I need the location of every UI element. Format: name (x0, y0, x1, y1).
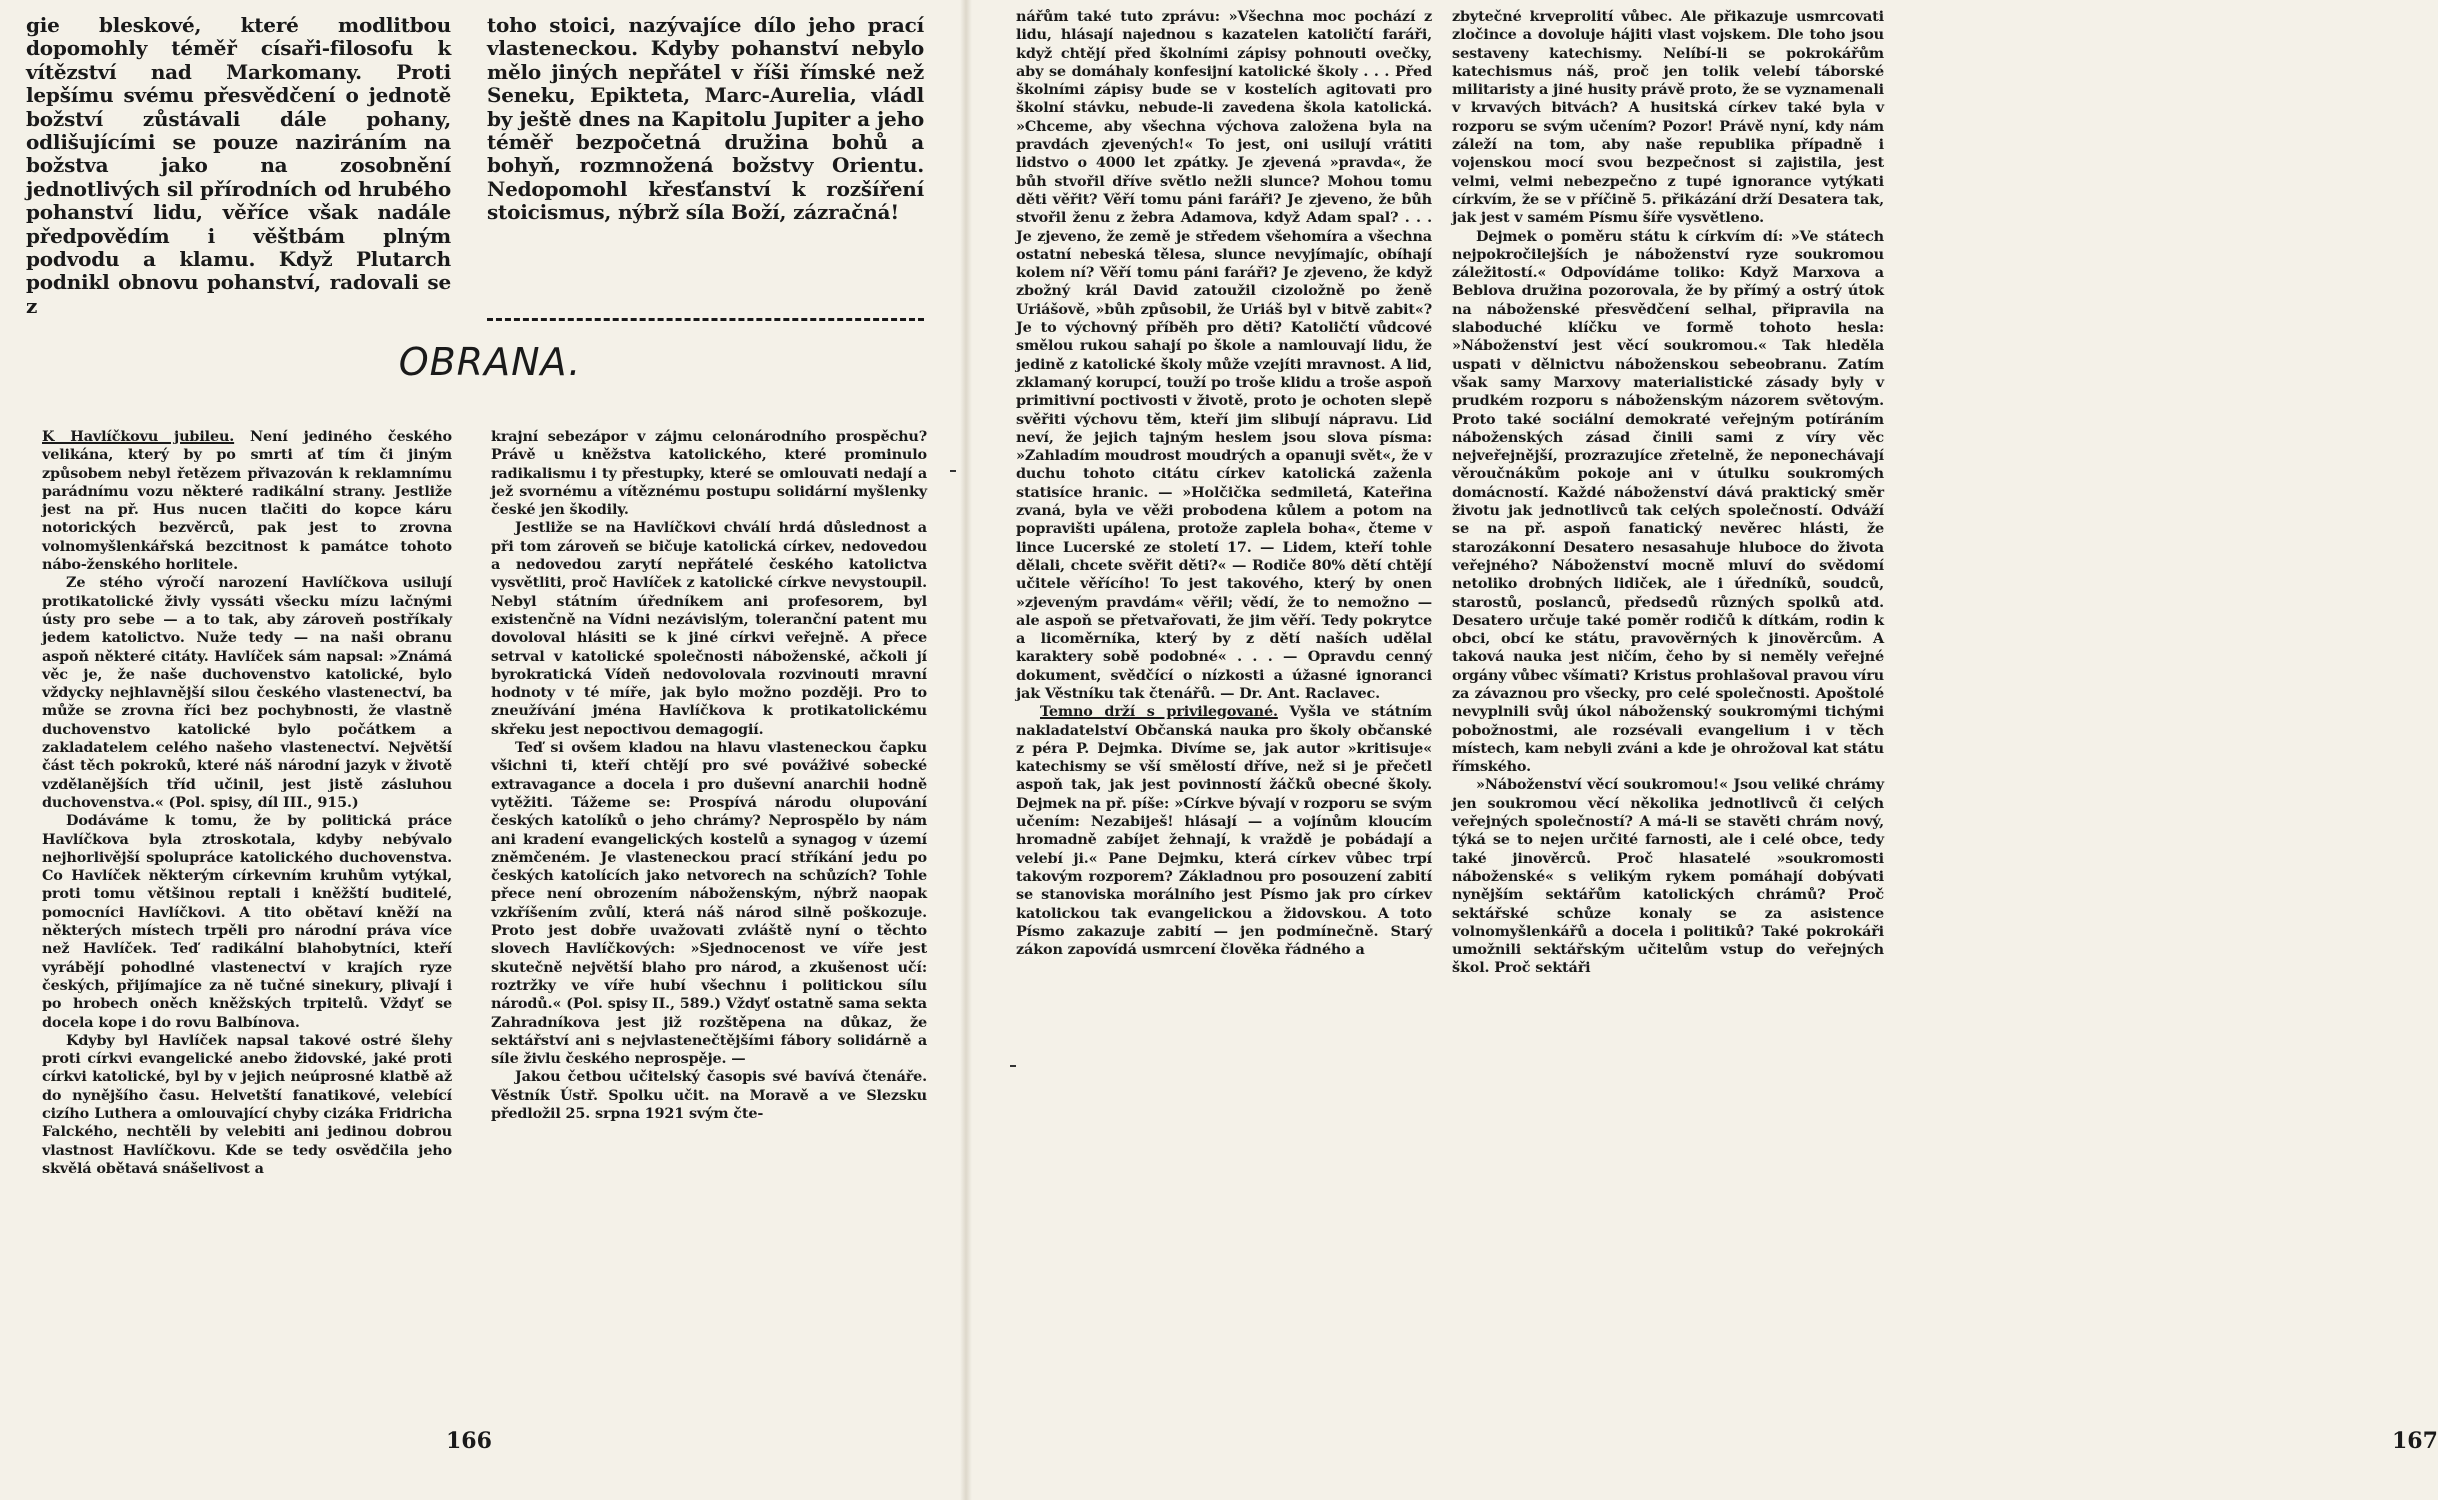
right-page (966, 0, 2438, 1500)
left-top-paragraph-1: gie bleskové, které modlitbou dopomohly téměř císaři-filosofu k vítězství nad Markomany. Proti lepšímu svému přesvědčení o jednotě božství zůstávali dále pohany, odlišujícími se pouze naziráním na božstva jako na zosobnění jednotlivých sil přírodních od hrubého pohanství lidu, věříce však nadále předpovědím i věštbám plným podvodu a klamu. Když Plutarch podnikl obnovu pohanství, radovali se z (26, 13, 451, 318)
article-paragraph: krajní sebezápor v zájmu celonárodního prospěchu? Právě u kněžstva katolického, které prominulo radikalismu i ty přestupky, které se omlouvati nedají a jež svornému a vítěznému postupu solidární myšlenky české jen škodily. (491, 428, 927, 519)
article-paragraph: Teď si ovšem kladou na hlavu vlasteneckou čapku všichni ti, kteří chtějí pro své pováživé sobecké extravagance a docela i pro duševní anarchii hodně vytěžiti. Tážeme se: Prospívá národu olupování českých katolíků o jeho chrámy? Neprospělo by nám ani kradení evangelických kostelů a synagog v území zněmčeném. Je vlasteneckou prací stříkání jedu po českých katolících jako netvorech na schůzích? Tohle přece není obrozením náboženským, nýbrž naopak vzkříšením zvůlí, která náš národ silně poškozuje. Proto jest dobře uvažovati zvláště nyní o těchto slovech Havlíčkových: »Sjednocenost ve víře jest skutečně největší blaho pro národ, a zkušenost učí: roztržky ve víře hubí všechnu i politickou sílu národů.« (Pol. spisy II., 589.) Vždyť ostatně sama sekta Zahradníkova jest již rozštěpena na důkaz, že sektářství ani s nejvlastenečtějšími fábory solidárně a síle živlu českého neprospěje. — (491, 739, 927, 1068)
article-paragraph (1016, 703, 1432, 959)
left-page (0, 0, 966, 1500)
article-paragraph: Jakou četbou učitelský časopis své bavívá čtenáře. Věstník Ústř. Spolku učit. na Moravě a ve Slezsku předložil 25. srpna 1921 svým čte- (491, 1068, 927, 1122)
article-paragraph: »Náboženství věcí soukromou!« Jsou veliké chrámy jen soukromou věcí několika jednotlivců či celých veřejných společností? A má-li se stavěti chrám nový, týká se to nejen určité farnosti, ale i celé obce, tedy také jinověrců. Proč hlasatelé »soukromosti náboženské« s velikým rykem pomáhají dobývati nynějším sektářům katolických chrámů? Proč sektářské schůze konaly se za asistence volnomyšlenkářů a docela i politiků? Také pokrokáři umožnili sektářským učitelům vstup do veřejných škol. Proč sektáři (1452, 776, 1884, 977)
right-column-2 (1452, 8, 1884, 978)
page-number-left: 166 (446, 1428, 492, 1454)
article-paragraph: Ze stého výročí narození Havlíčkova usilují protikatolické živly vyssáti všecku mízu lačnými ústy pro sebe — a to tak, aby zároveň postříkaly jedem katolictvo. Nuže tedy — na naši obranu aspoň některé citáty. Havlíček sám napsal: »Známá věc je, že naše duchovenstvo katolické, bylo vždycky nejhlavnější silou českého vlastenectví, ba může se zrovna říci bez pochybnosti, že vlastně duchovenstvo katolické bylo počátkem a zakladatelem celého našeho vlastenectví. Největší část těch pokroků, které náš národní jazyk v životě vzdělanějších tříd učinil, jest jistě zásluhou duchovenstva.« (Pol. spisy, díl III., 915.) (42, 574, 452, 811)
left-body-column-2 (491, 428, 927, 1123)
article-paragraph: Dejmek o poměru státu k církvím dí: »Ve státech nejpokročilejších je náboženství ryze soukromou záležitostí.« Odpovídáme toliko: Když Marxova a Beblova družina pozorovala, že by přímý a ostrý útok na náboženské přesvědčení selhal, připravila na slaboduché klíčku ve formě tohoto hesla: »Náboženství jest věcí soukromou.« Tak hleděla uspati v dělnictvu náboženskou sebeobranu. Zatím však samy Marxovy materialistické zásady byly v prudkém rozporu s náboženským názorem světovým. Proto také sociální demokraté veřejným potíráním náboženských zásad činili sami z víry věc nejveřejnější, prozrazujíce zřetelně, že neponechávají věroučnákům pokoje ani v útulku soukromých domácností. Každé náboženství dává praktický směr životu jak jednotlivců tak celých společností. Odváží se na př. aspoň fanatický nevěrec hlásti, že starozákonní Desatero nesasahuje hluboce do života veřejného? Náboženství mocně mluví do svědomí netoliko drobných lidiček, ale i úředníků, soudců, starostů, poslanců, předsedů různých spolků atd. Desatero určuje také poměr rodičů k dítkám, rodin k obci, obcí ke státu, pravověrných k jinověrcům. A taková nauka jest ničím, čeho by si neměly veřejné orgány vůbec všímati? Kristus prohlašoval pravou víru za závaznou pro všecky, pro celé společnosti. Apoštolé nevyplnili svůj úkol náboženský soukromými tichými pobožnostmi, ale rozsévali evangelium i v těch místech, kam nebyli zváni a kde je ohrožoval kat státu římského. (1452, 227, 1884, 776)
left-top-paragraph-2: toho stoici, nazývajíce dílo jeho prací vlasteneckou. Kdyby pohanství nebylo mělo jiných nepřátel v říši římské než Seneku, Epikteta, Marc-Aurelia, vládl by ještě dnes na Kapitolu Jupiter a jeho téměř bezpočetná družina bohů a bohyň, rozmnožená božstvy Orientu. Nedopomohl křesťanství k rozšíření stoicismus, nýbrž síla Boží, zázračná! (487, 13, 924, 225)
left-body-column-1 (42, 428, 452, 1178)
article-paragraph: zbytečné krveprolití vůbec. Ale přikazuje usmrcovati zločince a dovoluje hájiti vlast vojskem. Dle toho jsou sestaveny katechismy. Nelíbí-li se pokrokářům katechismus náš, proč jen tolik velebí táborské militaristy a jiné husity právě proto, že se vyznamenali v krvavých bitvách? A husitská církev také byla v rozporu se svým učením? Pozor! Právě nyní, kdy nám záleží na tom, aby naše republika případně i vojenskou mocí svou bezpečnost si zajistila, jest velmi, velmi nebezpečno z tupé ignorance vytýkati církvím, že se v příčině 5. přikázání drží Desatera tak, jak jest v samém Písmu šíře vysvětleno. (1452, 8, 1884, 227)
page-number-right: 167 (2392, 1428, 2438, 1454)
section-divider (487, 318, 924, 321)
article-paragraph: nářům také tuto zprávu: »Všechna moc pochází z lidu, hlásají najednou s kazatelen katoličtí faráři, když chtějí před školními zápisy pohnouti ovečky, aby se domáhaly konfesijní katolické školy . . . Před školními zápisy bude se v kostelích agitovati pro školní stávku, nebude-li zavedena škola katolická. »Chceme, aby všechna výchova založena byla na pravdách zjevených!« To jest, oni usilují vrátiti lidstvo o 4000 let zpátky. Je zjevená »pravda«, že bůh stvořil dříve světlo nežli slunce? Mohou tomu děti věřit? Věří tomu páni faráři? Je zjeveno, že bůh stvořil ženu z žebra Adamova, když Adam spal? . . . Je zjeveno, že země je středem všehomíra a všechna ostatní nebeská tělesa, slunce nevyjímajíc, obíhají kolem ní? Věří tomu páni faráři? Je zjeveno, že když zbožný král David zatoužil cizoložně po ženě Uriášově, »bůh způsobil, že Uriáš byl v bitvě zabit«? Je to výchovný příběh pro děti? Katoličtí vůdcové smělou rukou sahají po škole a namlouvají lidu, že jedině z katolické školy může vzejíti mravnost. A lid, zklamaný korupcí, touží po troše klidu a troše aspoň primitivní poctivosti v životě, proto je ochoten slepě svěřiti výchovu těm, kteří jim slibují nápravu. Lid neví, že jejich tajným heslem jsou slova písma: »Zahladím moudrost moudrých a opanuji svět«, že v duchu tohoto citátu církev katolická zaženla statisíce hranic. — »Holčička sedmiletá, Kateřina zvaná, byla ve věži probodena kůlem a potom na popravišti upálena, protože zaplela boha«, čteme v lince Lucerské ze století 17. — Lidem, kteří tohle dělali, chcete svěřit děti?« — Rodiče 80% dětí chtějí učitele věřícího! To jest takového, který by onen »zjeveným pravdám« věřil; vědí, že to nemožno — ale aspoň se přetvařovati, že jim věří. Tedy pokrytce a licoměrníka, který by z dětí naších udělal karaktery sobě podobné« . . . — Opravdu cenný dokument, svědčící o nízkosti a úžasné ignoranci jak Věstníku tak čtenářů. — Dr. Ant. Raclavec. (1016, 8, 1432, 702)
left-top-column-2 (487, 14, 924, 225)
print-speck (1010, 1065, 1016, 1067)
print-speck (950, 470, 956, 472)
right-column-1 (1016, 8, 1432, 959)
article-text: Není jediného českého velikána, který by po smrti ať tím či jiným způsobem nebyl řetězem přivazován k reklamnímu parádnímu vozu některé radikální strany. Jestliže jest na př. Hus nucen tlačiti do kopce káru notorických bezvěrců, pak jest to zrovna volnomyšlenkářská bezcitnost k památce tohoto nábo-ženského horlitele. (42, 428, 452, 574)
left-top-column-1 (26, 14, 451, 318)
article-lead: K Havlíčkovu jubileu. (42, 428, 235, 445)
article-paragraph (42, 428, 452, 574)
article-paragraph: Jestliže se na Havlíčkovi chválí hrdá důslednost a při tom zároveň se bičuje katolická církev, nedovedou a nedovedou zarytí nepřátelé českého katolictva vysvětliti, proč Havlíček z katolické církve nevystoupil. Nebyl státním úředníkem ani profesorem, byl existenčně na Vídni nezávislým, toleranční patent mu dovoloval hlásiti se k jiné církvi veřejně. A přece setrval v katolické společnosti náboženské, ačkoli jí byrokratická Vídeň nedovolovala rozvinouti mravní hodnoty v té míře, jak bylo možno později. Pro to zneužívání jména Havlíčkova k protikatolickému skřeku jest nepoctivou demagogií. (491, 519, 927, 738)
section-heading: OBRANA. (398, 340, 582, 384)
article-text: Vyšla ve státním nakladatelství Občanská nauka pro školy občanské z péra P. Dejmka. Divíme se, jak autor »kritisuje« katechismy se vší smělostí dříve, než si je přečetl aspoň tak, jak jest povinností žáčků obecné školy. Dejmek na př. píše: »Církve bývají v rozporu se svým učením: Nezabiješ! hlásají — a vojínům kloucím hromadně zabíjet žehnají, k vraždě je pobádají a velebí ji.« Pane Dejmku, která církev vůbec trpí takovým rozporem? Základnou pro posouzení zabití se stanoviska morálního jest Písmo jak pro církev katolickou tak evangelickou a židovskou. A toto Písmo zakazuje zabití — jen podmínečně. Starý zákon zapovídá usmrcení člověka řádného a (1016, 703, 1432, 959)
article-lead: Temno drží s privilegované. (1040, 703, 1278, 721)
article-paragraph: Dodáváme k tomu, že by politická práce Havlíčkova byla ztroskotala, kdyby nebývalo nejhorlivější spolupráce katolického duchovenstva. Co Havlíček některým církevním kruhům vytýkal, proti tomu většinou reptali i kněžští buditelé, pomocníci Havlíčkovi. A tito obětaví kněží na některých místech trpěli pro národní práva více než Havlíček. Teď radikální blahobytníci, kteří vyrábějí pohodlné vlastenectví v krajích ryze českých, přijímajíce za ně tučné sinekury, plivají i po hrobech oněch kněžských trpitelů. Vždyť se docela kope i do rovu Balbínova. (42, 812, 452, 1031)
article-paragraph: Kdyby byl Havlíček napsal takové ostré šlehy proti církvi evangelické anebo židovské, jaké proti církvi katolické, byl by v jejich neúprosné klatbě až do nynějšího času. Helvetští fanatikové, velebící cizího Luthera a omlouvající chyby cizáka Fridricha Falckého, nechtěli by velebiti ani jedinou dobrou vlastnost Havlíčkovu. Kde se tedy osvědčila jeho skvělá obětavá snášelivost a (42, 1031, 452, 1177)
